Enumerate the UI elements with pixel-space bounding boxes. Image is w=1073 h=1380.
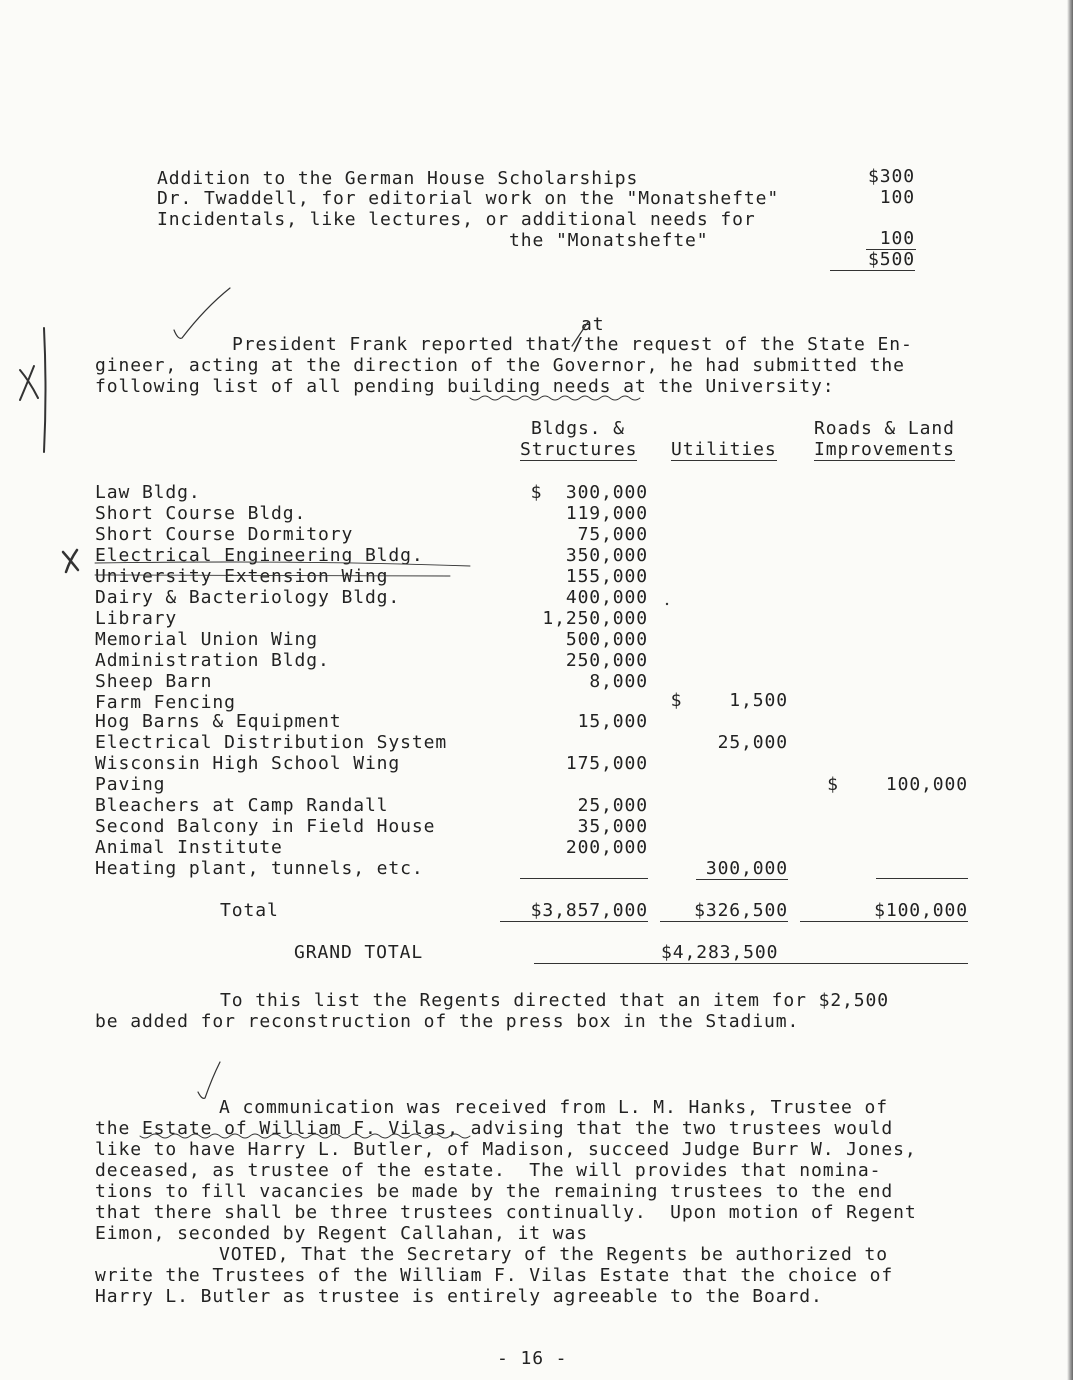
table-row-utilities: 300,000 xyxy=(696,858,788,880)
table-row-item: Bleachers at Camp Randall xyxy=(95,795,389,816)
budget-amount-1: $300 xyxy=(868,166,915,187)
table-row-item: Heating plant, tunnels, etc. xyxy=(95,858,424,879)
grand-total-label: GRAND TOTAL xyxy=(294,942,424,963)
table-row-bldgs: 25,000 xyxy=(577,795,648,816)
header-roads-line2: Improvements xyxy=(814,439,955,460)
table-row-bldgs: $ 300,000 xyxy=(530,482,648,503)
table-row-item: Electrical Engineering Bldg. xyxy=(95,545,424,566)
strike-line-icon xyxy=(95,562,470,566)
insertion-text: at xyxy=(581,314,605,335)
margin-bar-icon xyxy=(44,328,46,452)
budget-total: $500 xyxy=(830,249,915,271)
communication-line-4: deceased, as trustee of the estate. The will provides that nomina- xyxy=(95,1160,882,1181)
table-row-item: Short Course Dormitory xyxy=(95,524,354,545)
table-row-item: Paving xyxy=(95,774,166,795)
communication-line-6: that there shall be three trustees continually. Upon motion of Regent xyxy=(95,1202,917,1223)
table-row-item: Second Balcony in Field House xyxy=(95,816,436,837)
table-row-item: Wisconsin High School Wing xyxy=(95,753,401,774)
table-row-item: Dairy & Bacteriology Bldg. xyxy=(95,587,401,608)
table-row-item: Administration Bldg. xyxy=(95,650,330,671)
table-row-item: Sheep Barn xyxy=(95,671,213,692)
table-row-bldgs: 250,000 xyxy=(565,650,648,671)
table-row-item: Memorial Union Wing xyxy=(95,629,319,650)
regents-note-line-2: be added for reconstruction of the press box in the Stadium. xyxy=(95,1011,800,1032)
wavy-underline-icon xyxy=(140,1134,470,1138)
ink-dot-icon xyxy=(666,603,668,605)
table-row-item: Farm Fencing xyxy=(95,692,236,713)
margin-x-icon xyxy=(20,366,38,400)
table-row-utilities: $ 1,500 xyxy=(670,690,788,711)
table-row-item: University Extension Wing xyxy=(95,566,389,587)
table-row-roads: $ 100,000 xyxy=(827,774,968,795)
table-row-bldgs: 1,250,000 xyxy=(542,608,648,629)
header-bldgs-line1: Bldgs. & xyxy=(531,418,625,439)
total-roads: $100,000 xyxy=(820,900,968,922)
header-utilities: Utilities xyxy=(671,439,777,460)
strike-line-icon xyxy=(95,575,450,576)
table-row-item: Animal Institute xyxy=(95,837,283,858)
budget-line-3: Incidentals, like lectures, or additional needs for xyxy=(157,209,756,230)
header-roads-line1: Roads & Land xyxy=(814,418,955,439)
table-row-item: Short Course Bldg. xyxy=(95,503,307,524)
table-row-bldgs: 200,000 xyxy=(565,837,648,858)
communication-line-7: Eimon, seconded by Regent Callahan, it was xyxy=(95,1223,588,1244)
header-bldgs-line2: Structures xyxy=(520,439,638,460)
budget-line-2: Dr. Twaddell, for editorial work on the "Monatshefte" xyxy=(157,188,780,209)
voted-line-3: Harry L. Butler as trustee is entirely agreeable to the Board. xyxy=(95,1286,823,1307)
report-line-2: gineer, acting at the direction of the Governor, he had submitted the xyxy=(95,355,905,376)
communication-line-3: like to have Harry L. Butler, of Madison, succeed Judge Burr W. Jones, xyxy=(95,1139,917,1160)
table-row-bldgs: 400,000 xyxy=(565,587,648,608)
communication-line-1: A communication was received from L. M. Hanks, Trustee of xyxy=(219,1097,889,1118)
grand-total-value: $4,283,500 xyxy=(661,942,779,963)
budget-line-4: the "Monatshefte" xyxy=(509,230,709,251)
insertion-caret-icon xyxy=(572,322,588,346)
table-row-bldgs: 350,000 xyxy=(565,545,648,566)
table-row-bldgs: 500,000 xyxy=(565,629,648,650)
voted-line-1: VOTED, That the Secretary of the Regents be authorized to xyxy=(219,1244,889,1265)
page-number: - 16 - xyxy=(497,1348,568,1369)
table-row-bldgs: 119,000 xyxy=(565,503,648,524)
voted-line-2: write the Trustees of the William F. Vilas Estate that the choice of xyxy=(95,1265,894,1286)
table-row-bldgs: 175,000 xyxy=(565,753,648,774)
total-utilities: $326,500 xyxy=(660,900,788,922)
report-line-3: following list of all pending building needs at the University: xyxy=(95,376,835,397)
table-row-item: Library xyxy=(95,608,178,629)
table-row-bldgs: 155,000 xyxy=(565,566,648,587)
checkmark-icon xyxy=(198,1062,220,1098)
table-row-utilities: 25,000 xyxy=(717,732,788,753)
row-x-mark-icon xyxy=(63,550,78,572)
budget-line-1: Addition to the German House Scholarships xyxy=(157,168,639,189)
table-row-bldgs: 8,000 xyxy=(589,671,648,692)
checkmark-icon xyxy=(174,288,230,338)
budget-amount-4: 100 xyxy=(879,228,915,249)
wavy-underline-icon xyxy=(470,396,640,400)
communication-line-5: tions to fill vacancies be made by the remaining trustees to the end xyxy=(95,1181,894,1202)
table-row-bldgs: 35,000 xyxy=(577,816,648,837)
budget-amount-2: 100 xyxy=(879,187,915,208)
table-row-bldgs: 15,000 xyxy=(577,711,648,732)
report-line-1: President Frank reported that/the request of the State En- xyxy=(232,334,913,355)
table-row-item: Law Bldg. xyxy=(95,482,201,503)
table-row-item: Electrical Distribution System xyxy=(95,732,448,753)
table-row-item: Hog Barns & Equipment xyxy=(95,711,342,732)
communication-line-2: the Estate of William F. Vilas, advising that the two trustees would xyxy=(95,1118,894,1139)
total-bldgs: $3,857,000 xyxy=(500,900,648,922)
total-label: Total xyxy=(220,900,279,921)
table-row-bldgs: 75,000 xyxy=(577,524,648,545)
regents-note-line-1: To this list the Regents directed that an item for $2,500 xyxy=(220,990,890,1011)
